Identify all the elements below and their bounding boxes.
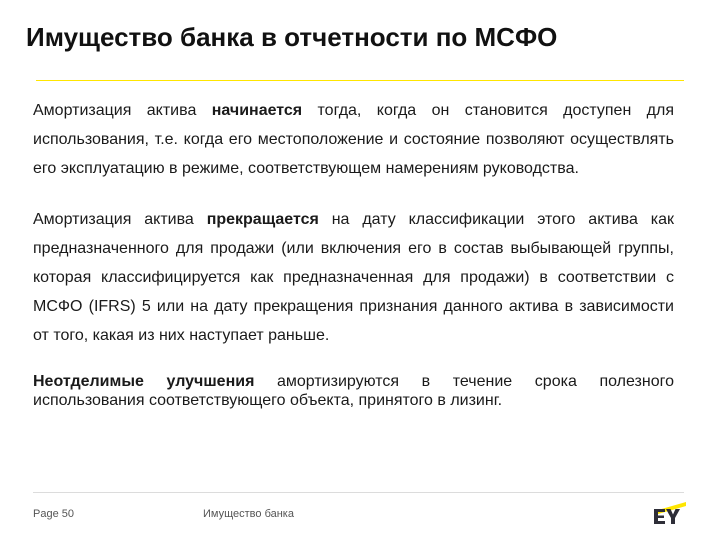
paragraph-text: амортизируются в течение срока полезного использования соответствующего объекта, принятого в лизинг. <box>33 373 674 409</box>
bold-term-starts: начинается <box>211 102 303 119</box>
footer-title: Имущество банка <box>203 508 294 520</box>
paragraph-text: на дату классификации этого актива как предназначенного для продажи (или включения его в состав выбывающей группы, которая классифицируется как предназначенная для продажи) в соответствии с МСФО (IFRS) 5 или на дату прекращения признания данного актива в зависимости от того, какая из них наступает раньше. <box>33 211 674 344</box>
paragraph-text: тогда, когда он становится доступен для использования, т.е. когда его местоположение и состояние позволяют осуществлять его эксплуатацию в режиме, соответствующем намерениям руководства. <box>33 102 674 177</box>
logo-yellow-beam <box>658 502 686 514</box>
page-number: Page 50 <box>33 508 74 520</box>
logo-letter-e <box>654 509 665 524</box>
bold-term-stops: прекращается <box>206 211 319 228</box>
paragraph-amortization-end <box>33 205 674 350</box>
slide-title: Имущество банка в отчетности по МСФО <box>26 22 558 52</box>
paragraph-text: Амортизация актива <box>33 102 212 119</box>
logo-letter-y <box>666 509 680 524</box>
paragraph-leasehold-improvements <box>33 372 674 410</box>
paragraph-amortization-start <box>33 96 674 183</box>
ey-logo <box>652 502 686 524</box>
footer-divider <box>33 492 684 493</box>
bold-term-improvements: Неотделимые улучшения <box>33 373 255 390</box>
paragraph-text: Амортизация актива <box>33 211 207 228</box>
slide-body <box>33 96 674 410</box>
title-divider <box>36 80 684 81</box>
